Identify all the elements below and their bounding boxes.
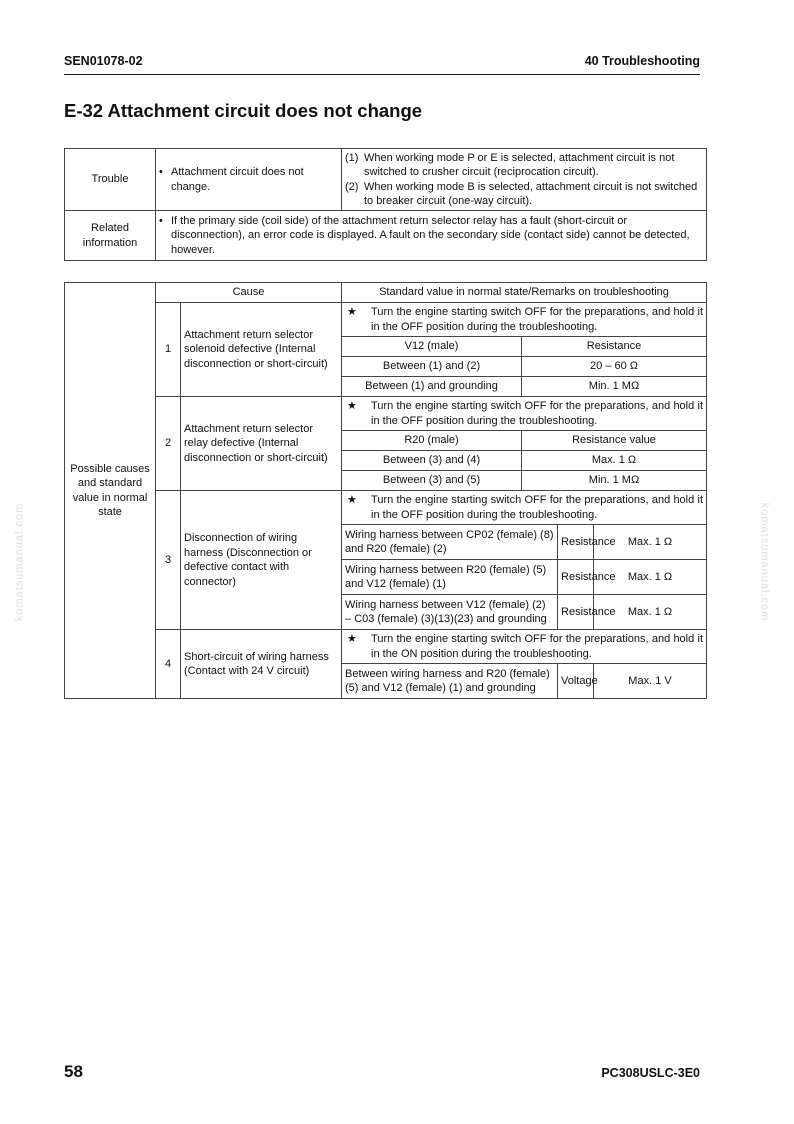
standard-value-header: Standard value in normal state/Remarks on troubleshooting bbox=[342, 283, 707, 303]
watermark-right: komatsumanual.com bbox=[758, 502, 771, 622]
star-icon: ★ bbox=[347, 306, 357, 318]
trouble-conditions-cell bbox=[342, 149, 707, 211]
connector-header: V12 (male) bbox=[342, 337, 522, 357]
measurement-row: Between (3) and (4) Max. 1 Ω bbox=[65, 451, 707, 471]
possible-causes-table bbox=[64, 282, 707, 699]
related-info-text: If the primary side (coil side) of the attachment return selector relay has a fault (short-circuit or disconnection), an error code is displayed. A fault on the secondary side (contact side) cannot be detected, however. bbox=[171, 214, 690, 256]
watermark-left: komatsumanual.com bbox=[13, 502, 26, 622]
cause-description: Attachment return selector solenoid defective (Internal disconnection or short-circuit) bbox=[181, 303, 342, 397]
page-title: E-32 Attachment circuit does not change bbox=[64, 100, 423, 121]
troubleshooting-note: ★ Turn the engine starting switch OFF for the preparations, and hold it in the OFF position during the troubleshooting. bbox=[342, 303, 707, 337]
value-header: Resistance bbox=[522, 337, 707, 357]
cause-header: Cause bbox=[156, 283, 342, 303]
cause-number: 2 bbox=[156, 397, 181, 491]
trouble-condition: (1) When working mode P or E is selected, attachment circuit is not switched to crusher circuit (reciprocation circuit). bbox=[345, 151, 675, 178]
table-header-row bbox=[65, 283, 707, 303]
related-info-label: Related information bbox=[65, 211, 156, 261]
trouble-summary-cell: • Attachment circuit does not change. bbox=[156, 149, 342, 211]
document-id: SEN01078-02 bbox=[64, 54, 143, 68]
cause-number: 1 bbox=[156, 303, 181, 397]
related-info-cell: • If the primary side (coil side) of the attachment return selector relay has a fault (short-circuit or disconnection), an error code is displayed. A fault on the secondary side (contact side) cannot be detected, however. bbox=[156, 211, 707, 261]
cause-row bbox=[65, 303, 707, 337]
cause-row bbox=[65, 630, 707, 664]
section-title: 40 Troubleshooting bbox=[584, 54, 700, 68]
star-icon: ★ bbox=[347, 633, 357, 645]
measurement-row: Wiring harness between CP02 (female) (8) and R20 (female) (2) Resistance Max. 1 Ω bbox=[65, 525, 707, 560]
page-header bbox=[64, 52, 700, 75]
measurement-row: Between wiring harness and R20 (female) (5) and V12 (female) (1) and grounding Voltage Max. 1 V bbox=[65, 664, 707, 699]
cause-description: Disconnection of wiring harness (Disconnection or defective contact with connector) bbox=[181, 491, 342, 630]
cause-row bbox=[65, 491, 707, 525]
cause-row bbox=[65, 397, 707, 431]
connector-header: R20 (male) bbox=[342, 431, 522, 451]
cause-description: Attachment return selector relay defective (Internal disconnection or short-circuit) bbox=[181, 397, 342, 491]
trouble-label: Trouble bbox=[65, 149, 156, 211]
troubleshooting-note: ★ Turn the engine starting switch OFF for the preparations, and hold it in the ON position during the troubleshooting. bbox=[342, 630, 707, 664]
measurement-row: Between (1) and grounding Min. 1 MΩ bbox=[65, 377, 707, 397]
model-number: PC308USLC-3E0 bbox=[601, 1066, 700, 1080]
possible-causes-label: Possible causes and standard value in normal state bbox=[65, 283, 156, 699]
cause-number: 3 bbox=[156, 491, 181, 630]
troubleshooting-note: ★ Turn the engine starting switch OFF for the preparations, and hold it in the OFF position during the troubleshooting. bbox=[342, 491, 707, 525]
page-number: 58 bbox=[64, 1062, 83, 1081]
related-info-row bbox=[65, 211, 707, 261]
cause-number: 4 bbox=[156, 630, 181, 699]
trouble-row bbox=[65, 149, 707, 211]
measurement-row: Wiring harness between R20 (female) (5) and V12 (female) (1) Resistance Max. 1 Ω bbox=[65, 560, 707, 595]
trouble-condition: (2) When working mode B is selected, attachment circuit is not switched to breaker circuit (one-way circuit). bbox=[345, 180, 698, 207]
star-icon: ★ bbox=[347, 494, 357, 506]
cause-description: Short-circuit of wiring harness (Contact with 24 V circuit) bbox=[181, 630, 342, 699]
value-header: Resistance value bbox=[522, 431, 707, 451]
measurement-row: Between (3) and (5) Min. 1 MΩ bbox=[65, 471, 707, 491]
troubleshooting-note: ★ Turn the engine starting switch OFF for the preparations, and hold it in the OFF position during the troubleshooting. bbox=[342, 397, 707, 431]
star-icon: ★ bbox=[347, 400, 357, 412]
measurement-row: Between (1) and (2) 20 – 60 Ω bbox=[65, 357, 707, 377]
trouble-info-table bbox=[64, 148, 707, 261]
measurement-row: Wiring harness between V12 (female) (2) – C03 (female) (3)(13)(23) and grounding Resistance Max. 1 Ω bbox=[65, 595, 707, 630]
trouble-summary: Attachment circuit does not change. bbox=[171, 166, 304, 193]
